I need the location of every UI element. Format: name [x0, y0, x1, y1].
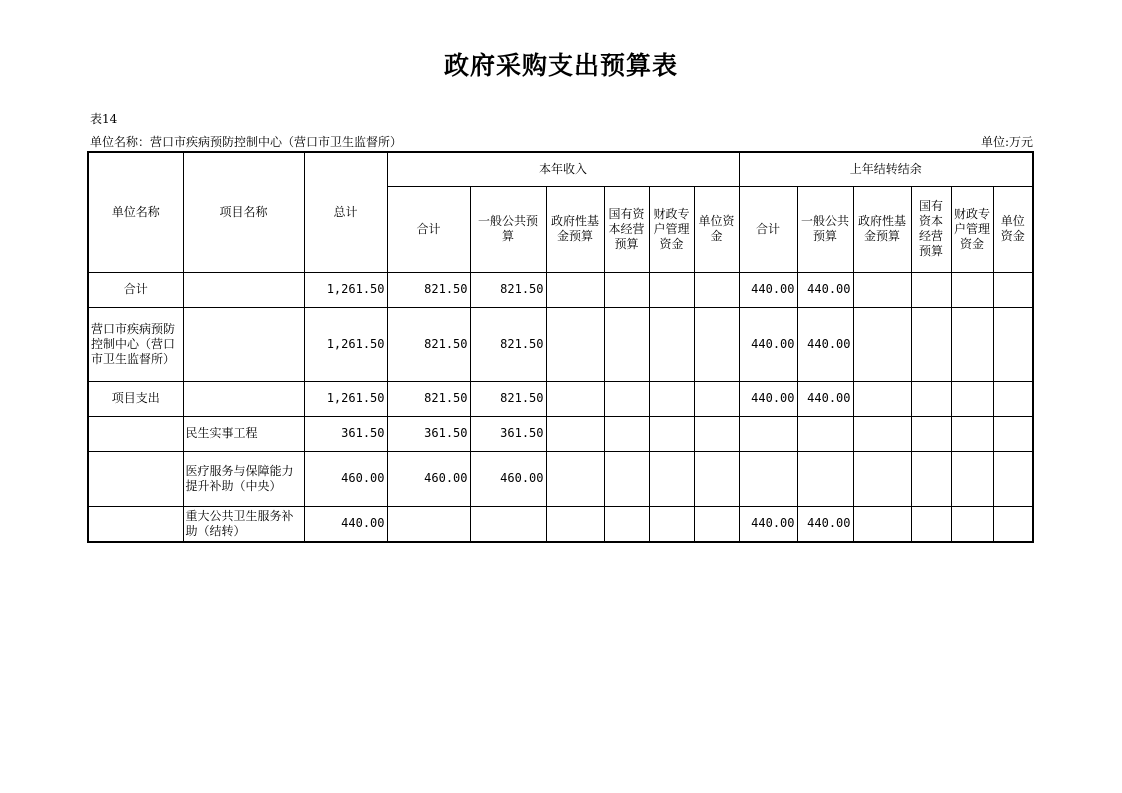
- row-carry-cell: [951, 451, 993, 506]
- row-unit-cell: 合计: [88, 272, 183, 307]
- row-cur-cell: 821.50: [387, 272, 470, 307]
- row-cur-cell: 821.50: [387, 307, 470, 381]
- row-carry-cell: [739, 451, 797, 506]
- header-unit-name: 单位名称: [88, 152, 183, 272]
- row-unit-cell: [88, 416, 183, 451]
- row-cur-cell: 460.00: [387, 451, 470, 506]
- header-cur-total: 合计: [387, 186, 470, 272]
- row-cur-cell: [694, 381, 739, 416]
- row-total-cell: 440.00: [304, 506, 387, 542]
- header-cur-unit-funds: 单位资金: [694, 186, 739, 272]
- row-total-cell: 460.00: [304, 451, 387, 506]
- row-cur-cell: [546, 272, 604, 307]
- row-carry-cell: 440.00: [797, 307, 853, 381]
- row-cur-cell: [604, 506, 649, 542]
- row-cur-cell: [694, 307, 739, 381]
- row-total-cell: 1,261.50: [304, 307, 387, 381]
- row-carry-cell: [951, 506, 993, 542]
- table-row: [88, 307, 1033, 381]
- table-row: [88, 506, 1033, 542]
- budget-table: [87, 151, 1034, 543]
- row-carry-cell: [993, 506, 1033, 542]
- row-cur-cell: [546, 416, 604, 451]
- row-project-cell: 医疗服务与保障能力提升补助（中央）: [183, 451, 304, 506]
- row-carry-cell: [911, 272, 951, 307]
- row-cur-cell: [649, 451, 694, 506]
- row-carry-cell: [911, 451, 951, 506]
- row-carry-cell: [853, 307, 911, 381]
- row-cur-cell: 821.50: [470, 307, 546, 381]
- row-cur-cell: [649, 506, 694, 542]
- row-carry-cell: [993, 307, 1033, 381]
- row-carry-cell: [993, 416, 1033, 451]
- row-cur-cell: [649, 307, 694, 381]
- header-carry-state-capital: 国有资本经营预算: [911, 186, 951, 272]
- row-cur-cell: [649, 272, 694, 307]
- row-cur-cell: 821.50: [387, 381, 470, 416]
- unit-name-label: 单位名称：营口市疾病预防控制中心（营口市卫生监督所）: [90, 135, 403, 149]
- row-cur-cell: [546, 381, 604, 416]
- header-cur-state-capital: 国有资本经营预算: [604, 186, 649, 272]
- row-cur-cell: [604, 381, 649, 416]
- row-project-cell: [183, 381, 304, 416]
- table-number: 表14: [90, 112, 118, 126]
- row-cur-cell: [649, 381, 694, 416]
- row-total-cell: 1,261.50: [304, 272, 387, 307]
- row-cur-cell: [546, 451, 604, 506]
- row-cur-cell: [604, 307, 649, 381]
- header-carry-fund-budget: 政府性基金预算: [853, 186, 911, 272]
- header-cur-general-budget: 一般公共预算: [470, 186, 546, 272]
- row-cur-cell: [470, 506, 546, 542]
- table-row: [88, 381, 1033, 416]
- header-cur-special-account: 财政专户管理资金: [649, 186, 694, 272]
- header-carry-total: 合计: [739, 186, 797, 272]
- row-cur-cell: [694, 506, 739, 542]
- row-cur-cell: 361.50: [387, 416, 470, 451]
- row-cur-cell: [694, 272, 739, 307]
- header-carry-special-account: 财政专户管理资金: [951, 186, 993, 272]
- row-carry-cell: [911, 381, 951, 416]
- row-project-cell: 民生实事工程: [183, 416, 304, 451]
- header-project-name: 项目名称: [183, 152, 304, 272]
- row-cur-cell: 821.50: [470, 381, 546, 416]
- row-carry-cell: [911, 506, 951, 542]
- row-project-cell: [183, 307, 304, 381]
- row-carry-cell: [993, 381, 1033, 416]
- row-carry-cell: [853, 506, 911, 542]
- row-carry-cell: 440.00: [739, 307, 797, 381]
- header-carry-unit-funds: 单位资金: [993, 186, 1033, 272]
- row-carry-cell: [853, 381, 911, 416]
- header-carry-general-budget: 一般公共预算: [797, 186, 853, 272]
- row-carry-cell: 440.00: [797, 272, 853, 307]
- header-total: 总计: [304, 152, 387, 272]
- row-unit-cell: 营口市疾病预防控制中心（营口市卫生监督所）: [88, 307, 183, 381]
- row-cur-cell: 821.50: [470, 272, 546, 307]
- row-cur-cell: [649, 416, 694, 451]
- row-cur-cell: 460.00: [470, 451, 546, 506]
- row-cur-cell: [604, 451, 649, 506]
- page-title: 政府采购支出预算表: [443, 51, 678, 80]
- row-carry-cell: [853, 416, 911, 451]
- row-cur-cell: [694, 451, 739, 506]
- row-cur-cell: [604, 272, 649, 307]
- row-carry-cell: [853, 451, 911, 506]
- row-cur-cell: [694, 416, 739, 451]
- row-carry-cell: 440.00: [739, 272, 797, 307]
- row-cur-cell: 361.50: [470, 416, 546, 451]
- row-carry-cell: [951, 416, 993, 451]
- row-carry-cell: [797, 451, 853, 506]
- row-carry-cell: [993, 272, 1033, 307]
- row-total-cell: 1,261.50: [304, 381, 387, 416]
- row-cur-cell: [546, 307, 604, 381]
- table-row: [88, 451, 1033, 506]
- row-carry-cell: [993, 451, 1033, 506]
- row-carry-cell: 440.00: [739, 506, 797, 542]
- row-unit-cell: [88, 506, 183, 542]
- header-current-year-income: 本年收入: [387, 152, 739, 186]
- row-unit-cell: [88, 451, 183, 506]
- row-carry-cell: [739, 416, 797, 451]
- row-project-cell: [183, 272, 304, 307]
- row-carry-cell: [951, 307, 993, 381]
- row-carry-cell: [951, 381, 993, 416]
- row-carry-cell: 440.00: [797, 381, 853, 416]
- row-unit-cell: 项目支出: [88, 381, 183, 416]
- row-carry-cell: [951, 272, 993, 307]
- row-cur-cell: [387, 506, 470, 542]
- row-project-cell: 重大公共卫生服务补助（结转）: [183, 506, 304, 542]
- row-cur-cell: [604, 416, 649, 451]
- table-row: [88, 272, 1033, 307]
- header-cur-fund-budget: 政府性基金预算: [546, 186, 604, 272]
- currency-unit-label: 单位:万元: [980, 135, 1033, 149]
- row-carry-cell: 440.00: [797, 506, 853, 542]
- row-carry-cell: 440.00: [739, 381, 797, 416]
- row-carry-cell: [911, 416, 951, 451]
- row-carry-cell: [853, 272, 911, 307]
- table-row: [88, 416, 1033, 451]
- row-carry-cell: [797, 416, 853, 451]
- row-total-cell: 361.50: [304, 416, 387, 451]
- row-carry-cell: [911, 307, 951, 381]
- row-cur-cell: [546, 506, 604, 542]
- header-prior-year-carryover: 上年结转结余: [739, 152, 1033, 186]
